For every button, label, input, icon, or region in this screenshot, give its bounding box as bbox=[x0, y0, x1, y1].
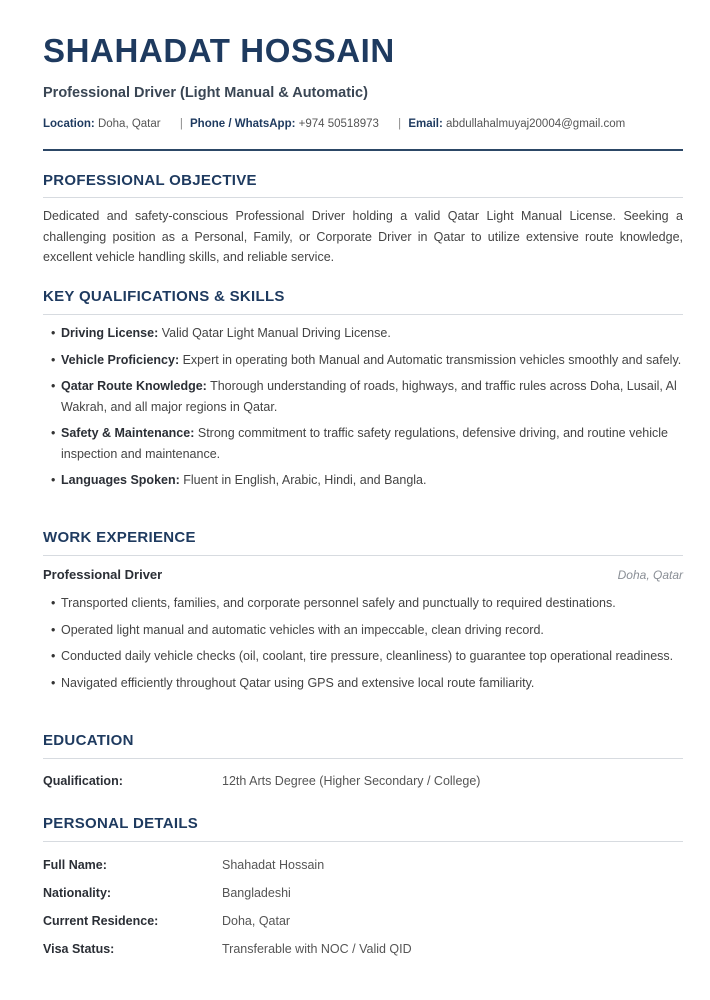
list-item bbox=[43, 470, 683, 491]
skill-label: Driving License: bbox=[61, 326, 159, 340]
list-item bbox=[43, 376, 683, 417]
skill-text: Thorough understanding of roads, highways, and traffic rules across Doha, Lusail, Al Wakrah, and all major regions in Qatar. bbox=[61, 379, 677, 414]
header-divider bbox=[43, 149, 683, 151]
personal-label: Current Residence: bbox=[43, 914, 159, 928]
skill-label: Languages Spoken: bbox=[61, 473, 180, 487]
experience-text: Navigated efficiently throughout Qatar using GPS and extensive local route familiarity. bbox=[61, 675, 535, 690]
skill-label: Safety & Maintenance: bbox=[61, 426, 195, 440]
candidate-subtitle: Professional Driver (Light Manual & Automatic) bbox=[43, 85, 368, 101]
location-label: Location: bbox=[43, 118, 95, 130]
bullet-icon: • bbox=[51, 622, 56, 637]
email-label: Email: bbox=[408, 118, 443, 130]
contact-separator: | bbox=[398, 118, 402, 130]
personal-value: Shahadat Hossain bbox=[222, 858, 325, 872]
personal-label: Nationality: bbox=[43, 886, 112, 900]
skill-text: Strong commitment to traffic safety regulations, defensive driving, and routine vehicle inspection and maintenance. bbox=[61, 426, 669, 461]
job-location: Doha, Qatar bbox=[617, 568, 683, 582]
phone-label: Phone / WhatsApp: bbox=[190, 118, 296, 130]
bullet-icon: • bbox=[51, 675, 56, 690]
education-value: 12th Arts Degree (Higher Secondary / College) bbox=[222, 774, 481, 788]
list-item bbox=[43, 350, 683, 371]
bullet-icon: • bbox=[51, 473, 56, 487]
personal-value: Bangladeshi bbox=[222, 886, 291, 900]
skill-label: Vehicle Proficiency: bbox=[61, 352, 180, 367]
candidate-name: SHAHADAT HOSSAIN bbox=[43, 32, 395, 69]
objective-heading: PROFESSIONAL OBJECTIVE bbox=[43, 172, 257, 189]
section-divider bbox=[43, 197, 683, 198]
skill-text: Expert in operating both Manual and Automatic transmission vehicles smoothly and safely. bbox=[182, 352, 682, 367]
skills-list bbox=[43, 323, 683, 491]
phone-value: +974 50518973 bbox=[298, 118, 379, 130]
personal-label: Full Name: bbox=[43, 858, 107, 872]
section-divider bbox=[43, 314, 683, 315]
personal-value: Transferable with NOC / Valid QID bbox=[222, 942, 412, 956]
list-item bbox=[43, 323, 683, 344]
experience-text: Conducted daily vehicle checks (oil, coolant, tire pressure, cleanliness) to guarantee top operational readiness. bbox=[61, 649, 674, 663]
skills-heading: KEY QUALIFICATIONS & SKILLS bbox=[43, 288, 285, 305]
experience-heading: WORK EXPERIENCE bbox=[43, 529, 196, 546]
list-item bbox=[43, 620, 683, 641]
bullet-icon: • bbox=[51, 379, 56, 393]
list-item bbox=[43, 673, 683, 694]
skill-label: Qatar Route Knowledge: bbox=[61, 379, 207, 393]
education-heading: EDUCATION bbox=[43, 732, 134, 749]
bullet-icon: • bbox=[51, 352, 56, 367]
list-item bbox=[43, 423, 683, 464]
section-divider bbox=[43, 758, 683, 759]
personal-value: Doha, Qatar bbox=[222, 914, 291, 928]
list-item bbox=[43, 646, 683, 667]
job-title: Professional Driver bbox=[43, 567, 163, 582]
skill-text: Valid Qatar Light Manual Driving License. bbox=[161, 326, 391, 340]
location-value: Doha, Qatar bbox=[97, 118, 161, 130]
section-divider bbox=[43, 841, 683, 842]
personal-label: Visa Status: bbox=[43, 942, 115, 956]
bullet-icon: • bbox=[51, 649, 56, 663]
bullet-icon: • bbox=[51, 326, 56, 340]
experience-list bbox=[43, 593, 683, 693]
bullet-icon: • bbox=[51, 426, 56, 440]
education-label: Qualification: bbox=[43, 774, 123, 788]
email-value: abdullahalmuyaj20004@gmail.com bbox=[446, 118, 626, 130]
bullet-icon: • bbox=[51, 596, 56, 610]
contact-line bbox=[43, 116, 683, 132]
skill-text: Fluent in English, Arabic, Hindi, and Bangla. bbox=[183, 473, 427, 487]
list-item bbox=[43, 593, 683, 614]
experience-text: Transported clients, families, and corporate personnel safely and punctually to required destinations. bbox=[61, 596, 616, 610]
objective-text: Dedicated and safety-conscious Professional Driver holding a valid Qatar Light Manual License. Seeking a challenging position as a Personal, Family, or Corporate Driver in Qatar to utilize extensive route knowledge, excellent vehicle handling skills, and reliable service. bbox=[43, 209, 683, 264]
personal-heading: PERSONAL DETAILS bbox=[43, 815, 199, 832]
section-divider bbox=[43, 555, 683, 556]
experience-text: Operated light manual and automatic vehicles with an impeccable, clean driving record. bbox=[61, 622, 544, 637]
contact-separator: | bbox=[179, 118, 183, 130]
